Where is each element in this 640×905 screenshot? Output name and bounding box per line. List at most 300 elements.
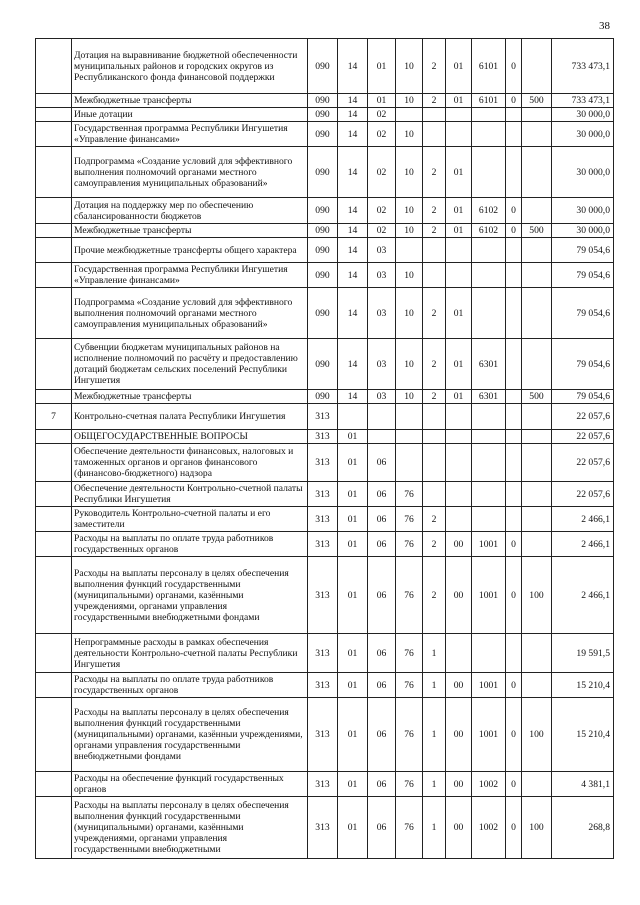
cell-vr: 100 — [522, 797, 552, 859]
cell-cs1: 10 — [396, 224, 423, 238]
cell-n — [36, 772, 72, 797]
cell-grbs: 090 — [308, 339, 338, 390]
cell-n — [36, 339, 72, 390]
cell-n — [36, 698, 72, 772]
cell-name: Обеспечение деятельности финансовых, налоговых и таможенных органов и органов финансового (финансово-бюджетного) надзора — [72, 444, 308, 482]
cell-cs3: 00 — [446, 557, 472, 634]
cell-rz: 14 — [338, 94, 368, 108]
cell-cs3 — [446, 122, 472, 147]
cell-cs5: 0 — [506, 94, 522, 108]
table-row — [36, 339, 614, 390]
cell-cs1: 10 — [396, 198, 423, 224]
page-number: 38 — [599, 20, 610, 32]
cell-name: Межбюджетные трансферты — [72, 94, 308, 108]
cell-name: Государственная программа Республики Ингушетия «Управление финансами» — [72, 263, 308, 288]
cell-name: Межбюджетные трансферты — [72, 224, 308, 238]
cell-cs2 — [423, 430, 446, 444]
table-row — [36, 507, 614, 532]
cell-pr: 03 — [368, 263, 396, 288]
cell-name: Расходы на выплаты персоналу в целях обеспечения выполнения функций государственными (муниципальными) органами, казёнными учреждениями, органами управления государственными внебюджетными фондами — [72, 557, 308, 634]
cell-n — [36, 238, 72, 263]
cell-amount: 30 000,0 — [552, 122, 614, 147]
cell-cs2: 2 — [423, 94, 446, 108]
table-row — [36, 238, 614, 263]
table-row — [36, 390, 614, 404]
cell-amount: 22 057,6 — [552, 482, 614, 507]
cell-amount: 2 466,1 — [552, 507, 614, 532]
cell-name: Расходы на выплаты персоналу в целях обеспечения выполнения функций государственными (муниципальными) органами, казёнными учреждениями, органами управления государственными внебюджетными — [72, 797, 308, 859]
cell-cs1: 10 — [396, 288, 423, 339]
cell-cs3: 01 — [446, 94, 472, 108]
cell-cs1 — [396, 404, 423, 430]
cell-name: Обеспечение деятельности Контрольно-счетной палаты Республики Ингушетия — [72, 482, 308, 507]
cell-cs4 — [472, 404, 506, 430]
cell-n — [36, 797, 72, 859]
cell-pr: 02 — [368, 122, 396, 147]
cell-pr: 03 — [368, 339, 396, 390]
cell-amount: 22 057,6 — [552, 430, 614, 444]
cell-cs4: 1001 — [472, 698, 506, 772]
cell-pr — [368, 404, 396, 430]
cell-cs5 — [506, 482, 522, 507]
cell-amount: 79 054,6 — [552, 263, 614, 288]
cell-name: Контрольно-счетная палата Республики Ингушетия — [72, 404, 308, 430]
cell-rz: 01 — [338, 772, 368, 797]
table-row — [36, 532, 614, 557]
cell-cs1: 10 — [396, 147, 423, 198]
cell-cs4: 1001 — [472, 532, 506, 557]
cell-rz: 01 — [338, 444, 368, 482]
table-row — [36, 198, 614, 224]
cell-cs5 — [506, 634, 522, 673]
cell-name: Межбюджетные трансферты — [72, 390, 308, 404]
cell-grbs: 090 — [308, 288, 338, 339]
cell-vr — [522, 288, 552, 339]
cell-amount: 4 381,1 — [552, 772, 614, 797]
cell-cs3: 00 — [446, 532, 472, 557]
cell-name: Расходы на выплаты персоналу в целях обеспечения выполнения функций государственными (муниципальными) органами, казённыи учреждениями, органами управления государственными внебюджетными фондами — [72, 698, 308, 772]
cell-cs4 — [472, 444, 506, 482]
cell-cs5 — [506, 238, 522, 263]
cell-grbs: 313 — [308, 482, 338, 507]
cell-cs4: 1002 — [472, 772, 506, 797]
cell-rz: 14 — [338, 390, 368, 404]
cell-grbs: 313 — [308, 404, 338, 430]
cell-rz — [338, 404, 368, 430]
cell-pr: 06 — [368, 557, 396, 634]
cell-pr: 06 — [368, 797, 396, 859]
cell-cs5: 0 — [506, 673, 522, 698]
cell-n — [36, 444, 72, 482]
cell-cs3 — [446, 634, 472, 673]
cell-cs1: 76 — [396, 482, 423, 507]
cell-cs4 — [472, 108, 506, 122]
cell-grbs: 313 — [308, 444, 338, 482]
cell-cs2: 2 — [423, 224, 446, 238]
cell-rz: 01 — [338, 557, 368, 634]
cell-rz: 01 — [338, 430, 368, 444]
cell-cs4 — [472, 238, 506, 263]
cell-rz: 14 — [338, 108, 368, 122]
cell-grbs: 090 — [308, 238, 338, 263]
cell-cs5 — [506, 288, 522, 339]
cell-cs5 — [506, 507, 522, 532]
cell-pr: 06 — [368, 698, 396, 772]
cell-cs4 — [472, 122, 506, 147]
cell-cs1: 10 — [396, 339, 423, 390]
cell-amount: 22 057,6 — [552, 404, 614, 430]
cell-cs3: 00 — [446, 673, 472, 698]
cell-rz: 14 — [338, 122, 368, 147]
cell-n — [36, 108, 72, 122]
cell-amount: 79 054,6 — [552, 288, 614, 339]
table-row — [36, 698, 614, 772]
table-row — [36, 444, 614, 482]
cell-grbs: 090 — [308, 147, 338, 198]
cell-cs2 — [423, 122, 446, 147]
cell-grbs: 313 — [308, 507, 338, 532]
cell-pr: 06 — [368, 673, 396, 698]
cell-grbs: 090 — [308, 390, 338, 404]
cell-name: Субвенции бюджетам муниципальных районов на исполнение полномочий по расчёту и предоставлению дотаций бюджетам сельских поселений Республики Ингушетия — [72, 339, 308, 390]
cell-vr — [522, 532, 552, 557]
cell-cs4 — [472, 430, 506, 444]
cell-cs3 — [446, 404, 472, 430]
cell-cs1: 10 — [396, 263, 423, 288]
cell-name: Дотация на выравнивание бюджетной обеспеченности муниципальных районов и городских округов из Республиканского фонда финансовой поддержки — [72, 39, 308, 94]
cell-vr — [522, 238, 552, 263]
budget-table-body — [36, 39, 614, 859]
cell-cs1: 10 — [396, 122, 423, 147]
cell-vr — [522, 430, 552, 444]
cell-cs5: 0 — [506, 39, 522, 94]
cell-cs1 — [396, 430, 423, 444]
cell-n — [36, 198, 72, 224]
table-row — [36, 404, 614, 430]
cell-n — [36, 507, 72, 532]
table-row — [36, 634, 614, 673]
cell-cs5: 0 — [506, 772, 522, 797]
cell-cs2 — [423, 108, 446, 122]
cell-vr — [522, 507, 552, 532]
cell-vr — [522, 339, 552, 390]
cell-rz: 01 — [338, 507, 368, 532]
cell-cs1 — [396, 108, 423, 122]
cell-cs5: 0 — [506, 698, 522, 772]
cell-grbs: 090 — [308, 198, 338, 224]
cell-cs2: 1 — [423, 772, 446, 797]
cell-grbs: 090 — [308, 224, 338, 238]
cell-grbs: 090 — [308, 108, 338, 122]
cell-amount: 2 466,1 — [552, 557, 614, 634]
cell-cs5 — [506, 339, 522, 390]
cell-name: Иные дотации — [72, 108, 308, 122]
cell-cs3 — [446, 108, 472, 122]
cell-vr — [522, 198, 552, 224]
cell-cs2: 2 — [423, 288, 446, 339]
cell-vr — [522, 263, 552, 288]
cell-cs3 — [446, 444, 472, 482]
cell-cs1: 10 — [396, 94, 423, 108]
cell-cs2: 1 — [423, 698, 446, 772]
cell-pr: 06 — [368, 772, 396, 797]
cell-cs5 — [506, 430, 522, 444]
table-row — [36, 263, 614, 288]
cell-amount: 733 473,1 — [552, 94, 614, 108]
cell-vr — [522, 482, 552, 507]
cell-pr: 02 — [368, 147, 396, 198]
cell-cs4: 6101 — [472, 39, 506, 94]
table-row — [36, 797, 614, 859]
cell-cs1: 76 — [396, 673, 423, 698]
cell-cs4 — [472, 507, 506, 532]
cell-rz: 01 — [338, 698, 368, 772]
cell-cs5 — [506, 390, 522, 404]
cell-cs5: 0 — [506, 198, 522, 224]
cell-name: ОБЩЕГОСУДАРСТВЕННЫЕ ВОПРОСЫ — [72, 430, 308, 444]
cell-cs4 — [472, 263, 506, 288]
cell-pr: 03 — [368, 238, 396, 263]
cell-grbs: 090 — [308, 263, 338, 288]
cell-cs2 — [423, 238, 446, 263]
cell-cs3 — [446, 263, 472, 288]
cell-cs4 — [472, 482, 506, 507]
table-row — [36, 772, 614, 797]
cell-cs1: 76 — [396, 698, 423, 772]
cell-amount: 30 000,0 — [552, 224, 614, 238]
cell-cs5 — [506, 444, 522, 482]
cell-rz: 01 — [338, 532, 368, 557]
cell-pr — [368, 430, 396, 444]
cell-n — [36, 288, 72, 339]
table-row — [36, 108, 614, 122]
cell-cs4: 6102 — [472, 198, 506, 224]
cell-name: Расходы на выплаты по оплате труда работников государственных органов — [72, 532, 308, 557]
cell-amount: 22 057,6 — [552, 444, 614, 482]
cell-pr: 01 — [368, 39, 396, 94]
cell-name: Подпрограмма «Создание условий для эффективного выполнения полномочий органами местного самоуправления муниципальных образований» — [72, 288, 308, 339]
cell-n — [36, 482, 72, 507]
table-row — [36, 430, 614, 444]
cell-rz: 14 — [338, 198, 368, 224]
cell-amount: 30 000,0 — [552, 147, 614, 198]
cell-amount: 15 210,4 — [552, 673, 614, 698]
cell-vr — [522, 147, 552, 198]
cell-grbs: 313 — [308, 430, 338, 444]
table-row — [36, 94, 614, 108]
cell-cs2: 2 — [423, 339, 446, 390]
cell-cs2: 2 — [423, 507, 446, 532]
cell-cs3: 01 — [446, 288, 472, 339]
table-row — [36, 39, 614, 94]
table-row — [36, 482, 614, 507]
cell-grbs: 090 — [308, 39, 338, 94]
cell-amount: 15 210,4 — [552, 698, 614, 772]
cell-n — [36, 39, 72, 94]
cell-cs4: 6301 — [472, 339, 506, 390]
cell-cs2: 1 — [423, 634, 446, 673]
cell-cs1: 76 — [396, 797, 423, 859]
cell-pr: 02 — [368, 108, 396, 122]
cell-grbs: 090 — [308, 122, 338, 147]
cell-cs2: 2 — [423, 390, 446, 404]
cell-vr — [522, 634, 552, 673]
cell-cs3: 01 — [446, 390, 472, 404]
cell-pr: 02 — [368, 198, 396, 224]
cell-cs3: 01 — [446, 198, 472, 224]
cell-cs3: 00 — [446, 698, 472, 772]
cell-cs4: 6101 — [472, 94, 506, 108]
cell-vr — [522, 772, 552, 797]
cell-cs3: 01 — [446, 39, 472, 94]
cell-rz: 14 — [338, 288, 368, 339]
cell-cs3: 01 — [446, 147, 472, 198]
table-row — [36, 122, 614, 147]
cell-grbs: 090 — [308, 94, 338, 108]
cell-vr — [522, 39, 552, 94]
cell-cs5 — [506, 108, 522, 122]
cell-n — [36, 390, 72, 404]
cell-cs1 — [396, 238, 423, 263]
cell-cs5 — [506, 122, 522, 147]
cell-rz: 14 — [338, 147, 368, 198]
cell-cs5 — [506, 263, 522, 288]
cell-cs5: 0 — [506, 797, 522, 859]
cell-cs1: 76 — [396, 532, 423, 557]
cell-amount: 79 054,6 — [552, 339, 614, 390]
cell-cs5: 0 — [506, 557, 522, 634]
cell-cs2: 1 — [423, 673, 446, 698]
cell-vr: 500 — [522, 94, 552, 108]
cell-cs4 — [472, 147, 506, 198]
cell-n — [36, 557, 72, 634]
cell-n — [36, 147, 72, 198]
cell-amount: 733 473,1 — [552, 39, 614, 94]
cell-vr — [522, 122, 552, 147]
cell-amount: 2 466,1 — [552, 532, 614, 557]
cell-name: Расходы на обеспечение функций государственных органов — [72, 772, 308, 797]
cell-n — [36, 122, 72, 147]
table-row — [36, 224, 614, 238]
cell-rz: 14 — [338, 238, 368, 263]
cell-cs5 — [506, 147, 522, 198]
cell-n — [36, 634, 72, 673]
cell-cs4 — [472, 634, 506, 673]
cell-grbs: 313 — [308, 532, 338, 557]
cell-grbs: 313 — [308, 772, 338, 797]
table-row — [36, 147, 614, 198]
cell-cs3: 01 — [446, 339, 472, 390]
cell-vr: 500 — [522, 390, 552, 404]
cell-cs2 — [423, 263, 446, 288]
cell-cs2: 2 — [423, 39, 446, 94]
cell-cs3 — [446, 507, 472, 532]
cell-rz: 01 — [338, 797, 368, 859]
cell-rz: 01 — [338, 482, 368, 507]
cell-amount: 79 054,6 — [552, 238, 614, 263]
cell-pr: 06 — [368, 634, 396, 673]
cell-grbs: 313 — [308, 797, 338, 859]
cell-cs3 — [446, 430, 472, 444]
cell-vr: 500 — [522, 224, 552, 238]
cell-n — [36, 430, 72, 444]
cell-amount: 30 000,0 — [552, 198, 614, 224]
table-row — [36, 557, 614, 634]
cell-n: 7 — [36, 404, 72, 430]
cell-cs4 — [472, 288, 506, 339]
cell-cs4: 6102 — [472, 224, 506, 238]
cell-name: Расходы на выплаты по оплате труда работников государственных органов — [72, 673, 308, 698]
cell-cs1: 10 — [396, 39, 423, 94]
cell-cs3: 01 — [446, 224, 472, 238]
cell-grbs: 313 — [308, 634, 338, 673]
cell-cs2: 2 — [423, 557, 446, 634]
cell-cs1: 76 — [396, 557, 423, 634]
cell-amount: 30 000,0 — [552, 108, 614, 122]
cell-cs4: 1002 — [472, 797, 506, 859]
cell-pr: 01 — [368, 94, 396, 108]
cell-rz: 01 — [338, 634, 368, 673]
cell-cs2: 2 — [423, 147, 446, 198]
cell-cs1: 76 — [396, 507, 423, 532]
cell-vr: 100 — [522, 557, 552, 634]
cell-amount: 268,8 — [552, 797, 614, 859]
cell-pr: 06 — [368, 444, 396, 482]
cell-cs4: 6301 — [472, 390, 506, 404]
cell-pr: 06 — [368, 532, 396, 557]
cell-cs2 — [423, 444, 446, 482]
cell-grbs: 313 — [308, 673, 338, 698]
table-row — [36, 288, 614, 339]
cell-cs2: 2 — [423, 532, 446, 557]
cell-name: Непрограммные расходы в рамках обеспечения деятельности Контрольно-счетной палаты Республики Ингушетия — [72, 634, 308, 673]
cell-vr — [522, 108, 552, 122]
cell-pr: 03 — [368, 288, 396, 339]
cell-pr: 06 — [368, 482, 396, 507]
table-row — [36, 673, 614, 698]
cell-amount: 79 054,6 — [552, 390, 614, 404]
cell-rz: 14 — [338, 224, 368, 238]
cell-n — [36, 94, 72, 108]
budget-table — [35, 38, 614, 859]
cell-vr: 100 — [522, 698, 552, 772]
cell-n — [36, 673, 72, 698]
cell-name: Подпрограмма «Создание условий для эффективного выполнения полномочий органами местного самоуправления муниципальных образований» — [72, 147, 308, 198]
cell-cs3 — [446, 482, 472, 507]
cell-cs2: 1 — [423, 797, 446, 859]
cell-rz: 14 — [338, 39, 368, 94]
cell-pr: 03 — [368, 390, 396, 404]
cell-cs1 — [396, 444, 423, 482]
cell-cs2 — [423, 482, 446, 507]
cell-cs4: 1001 — [472, 557, 506, 634]
cell-cs5: 0 — [506, 224, 522, 238]
cell-cs3: 00 — [446, 772, 472, 797]
cell-n — [36, 532, 72, 557]
cell-name: Дотация на поддержку мер по обеспечению сбалансированности бюджетов — [72, 198, 308, 224]
cell-cs1: 76 — [396, 634, 423, 673]
cell-rz: 14 — [338, 339, 368, 390]
cell-rz: 14 — [338, 263, 368, 288]
cell-name: Прочие межбюджетные трансферты общего характера — [72, 238, 308, 263]
cell-cs3: 00 — [446, 797, 472, 859]
cell-cs4: 1001 — [472, 673, 506, 698]
cell-grbs: 313 — [308, 698, 338, 772]
cell-cs5 — [506, 404, 522, 430]
cell-amount: 19 591,5 — [552, 634, 614, 673]
cell-n — [36, 263, 72, 288]
cell-cs2 — [423, 404, 446, 430]
